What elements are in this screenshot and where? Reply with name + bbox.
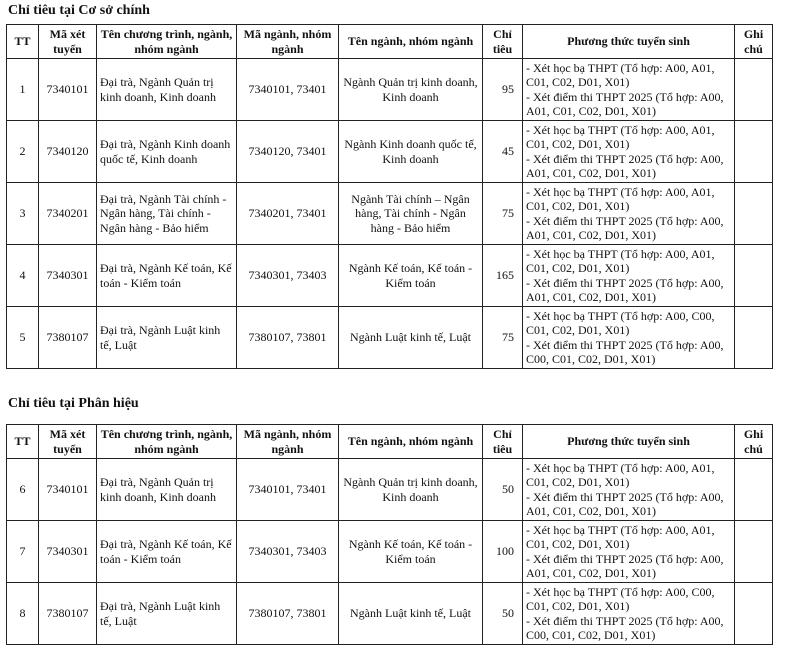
header-quota: Chỉ tiêu (483, 425, 523, 459)
cell-major-name: Ngành Kế toán, Kế toán - Kiểm toán (339, 245, 483, 307)
method-line: A01, C01, C02, D01, X01) (526, 166, 657, 180)
cell-method (523, 459, 735, 521)
header-program: Tên chương trình, ngành, nhóm ngành (97, 25, 237, 59)
table-row (7, 521, 773, 583)
header-note: Ghi chú (735, 25, 773, 59)
table-row (7, 459, 773, 521)
cell-quota: 95 (483, 59, 523, 121)
method-line: - Xét học bạ THPT (Tổ hợp: A00, A01, (526, 60, 715, 75)
cell-code: 7340101 (39, 459, 97, 521)
header-code: Mã xét tuyển (39, 425, 97, 459)
quota-table-main-campus (6, 24, 773, 369)
cell-program: Đại trà, Ngành Luật kinh tế, Luật (97, 307, 237, 369)
cell-major-name: Ngành Tài chính – Ngân hàng, Tài chính - Ngân hàng - Bảo hiểm (339, 183, 483, 245)
cell-code: 7380107 (39, 307, 97, 369)
method-line: - Xét điểm thi THPT 2025 (Tổ hợp: A00, (526, 89, 724, 104)
cell-program: Đại trà, Ngành Kế toán, Kế toán - Kiểm toán (97, 521, 237, 583)
cell-quota: 100 (483, 521, 523, 583)
cell-major-codes: 7340120, 73401 (237, 121, 339, 183)
method-line: C01, C02, D01, X01) (526, 75, 630, 89)
method-line: C01, C02, D01, X01) (526, 137, 630, 151)
cell-code: 7380107 (39, 583, 97, 645)
table-header-row (7, 25, 773, 59)
cell-code: 7340301 (39, 521, 97, 583)
cell-major-codes: 7340101, 73401 (237, 459, 339, 521)
table-row (7, 245, 773, 307)
cell-program: Đại trà, Ngành Luật kinh tế, Luật (97, 583, 237, 645)
cell-code: 7340201 (39, 183, 97, 245)
header-major-name: Tên ngành, nhóm ngành (339, 425, 483, 459)
cell-quota: 75 (483, 183, 523, 245)
method-line: C01, C02, D01, X01) (526, 475, 630, 489)
method-line: - Xét điểm thi THPT 2025 (Tổ hợp: A00, (526, 551, 724, 566)
header-major-name: Tên ngành, nhóm ngành (339, 25, 483, 59)
cell-major-name: Ngành Kinh doanh quốc tế, Kinh doanh (339, 121, 483, 183)
method-line: - Xét học bạ THPT (Tổ hợp: A00, A01, (526, 460, 715, 475)
method-line: - Xét học bạ THPT (Tổ hợp: A00, A01, (526, 522, 715, 537)
method-line: - Xét học bạ THPT (Tổ hợp: A00, A01, (526, 184, 715, 199)
quota-table-branch-campus (6, 424, 773, 645)
cell-tt: 7 (7, 521, 39, 583)
method-line: A01, C01, C02, D01, X01) (526, 566, 657, 580)
cell-note (735, 59, 773, 121)
cell-major-name: Ngành Kế toán, Kế toán - Kiểm toán (339, 521, 483, 583)
method-line: - Xét học bạ THPT (Tổ hợp: A00, C00, (526, 308, 715, 323)
method-line: - Xét điểm thi THPT 2025 (Tổ hợp: A00, (526, 489, 724, 504)
cell-program: Đại trà, Ngành Kế toán, Kế toán - Kiểm toán (97, 245, 237, 307)
cell-tt: 4 (7, 245, 39, 307)
cell-method (523, 183, 735, 245)
cell-method (523, 59, 735, 121)
cell-code: 7340101 (39, 59, 97, 121)
method-line: C00, C01, C02, D01, X01) (526, 628, 656, 642)
cell-tt: 8 (7, 583, 39, 645)
cell-program: Đại trà, Ngành Quản trị kinh doanh, Kinh doanh (97, 459, 237, 521)
cell-major-codes: 7340101, 73401 (237, 59, 339, 121)
table-row (7, 121, 773, 183)
header-method: Phương thức tuyển sinh (523, 425, 735, 459)
method-line: - Xét điểm thi THPT 2025 (Tổ hợp: A00, (526, 337, 724, 352)
cell-code: 7340301 (39, 245, 97, 307)
cell-method (523, 121, 735, 183)
header-tt: TT (7, 25, 39, 59)
cell-note (735, 459, 773, 521)
cell-quota: 50 (483, 459, 523, 521)
cell-note (735, 521, 773, 583)
table-row (7, 583, 773, 645)
header-major-codes: Mã ngành, nhóm ngành (237, 425, 339, 459)
cell-program: Đại trà, Ngành Quản trị kinh doanh, Kinh doanh (97, 59, 237, 121)
cell-major-codes: 7380107, 73801 (237, 583, 339, 645)
cell-tt: 5 (7, 307, 39, 369)
method-line: C01, C02, D01, X01) (526, 537, 630, 551)
method-line: C01, C02, D01, X01) (526, 323, 630, 337)
method-line: A01, C01, C02, D01, X01) (526, 504, 657, 518)
header-tt: TT (7, 425, 39, 459)
method-line: - Xét điểm thi THPT 2025 (Tổ hợp: A00, (526, 151, 724, 166)
cell-tt: 3 (7, 183, 39, 245)
method-line: C01, C02, D01, X01) (526, 199, 630, 213)
cell-note (735, 307, 773, 369)
cell-tt: 2 (7, 121, 39, 183)
cell-note (735, 183, 773, 245)
cell-code: 7340120 (39, 121, 97, 183)
method-line: - Xét học bạ THPT (Tổ hợp: A00, A01, (526, 246, 715, 261)
cell-major-name: Ngành Quản trị kinh doanh, Kinh doanh (339, 59, 483, 121)
header-note: Ghi chú (735, 425, 773, 459)
method-line: - Xét điểm thi THPT 2025 (Tổ hợp: A00, (526, 213, 724, 228)
section-title-main-campus: Chỉ tiêu tại Cơ sở chính (8, 3, 150, 18)
method-line: A01, C01, C02, D01, X01) (526, 228, 657, 242)
method-line: C01, C02, D01, X01) (526, 599, 630, 613)
header-major-codes: Mã ngành, nhóm ngành (237, 25, 339, 59)
cell-note (735, 121, 773, 183)
cell-major-codes: 7340301, 73403 (237, 245, 339, 307)
header-quota: Chỉ tiêu (483, 25, 523, 59)
table-row (7, 307, 773, 369)
table-header-row (7, 425, 773, 459)
cell-tt: 6 (7, 459, 39, 521)
method-line: A01, C01, C02, D01, X01) (526, 104, 657, 118)
cell-quota: 165 (483, 245, 523, 307)
cell-method (523, 583, 735, 645)
cell-tt: 1 (7, 59, 39, 121)
header-method: Phương thức tuyển sinh (523, 25, 735, 59)
cell-method (523, 521, 735, 583)
cell-method (523, 307, 735, 369)
cell-program: Đại trà, Ngành Tài chính - Ngân hàng, Tài chính - Ngân hàng - Bảo hiểm (97, 183, 237, 245)
header-code: Mã xét tuyển (39, 25, 97, 59)
cell-major-name: Ngành Luật kinh tế, Luật (339, 583, 483, 645)
cell-method (523, 245, 735, 307)
method-line: - Xét điểm thi THPT 2025 (Tổ hợp: A00, (526, 613, 724, 628)
method-line: - Xét điểm thi THPT 2025 (Tổ hợp: A00, (526, 275, 724, 290)
method-line: A01, C01, C02, D01, X01) (526, 290, 657, 304)
cell-note (735, 583, 773, 645)
cell-major-name: Ngành Quản trị kinh doanh, Kinh doanh (339, 459, 483, 521)
method-line: C01, C02, D01, X01) (526, 261, 630, 275)
cell-major-codes: 7340201, 73401 (237, 183, 339, 245)
section-title-branch-campus: Chỉ tiêu tại Phân hiệu (8, 396, 139, 411)
cell-quota: 45 (483, 121, 523, 183)
cell-quota: 75 (483, 307, 523, 369)
table-row (7, 59, 773, 121)
method-line: - Xét học bạ THPT (Tổ hợp: A00, C00, (526, 584, 715, 599)
cell-note (735, 245, 773, 307)
cell-major-codes: 7340301, 73403 (237, 521, 339, 583)
cell-program: Đại trà, Ngành Kinh doanh quốc tế, Kinh doanh (97, 121, 237, 183)
cell-major-codes: 7380107, 73801 (237, 307, 339, 369)
method-line: C00, C01, C02, D01, X01) (526, 352, 656, 366)
cell-major-name: Ngành Luật kinh tế, Luật (339, 307, 483, 369)
cell-quota: 50 (483, 583, 523, 645)
header-program: Tên chương trình, ngành, nhóm ngành (97, 425, 237, 459)
table-row (7, 183, 773, 245)
method-line: - Xét học bạ THPT (Tổ hợp: A00, A01, (526, 122, 715, 137)
